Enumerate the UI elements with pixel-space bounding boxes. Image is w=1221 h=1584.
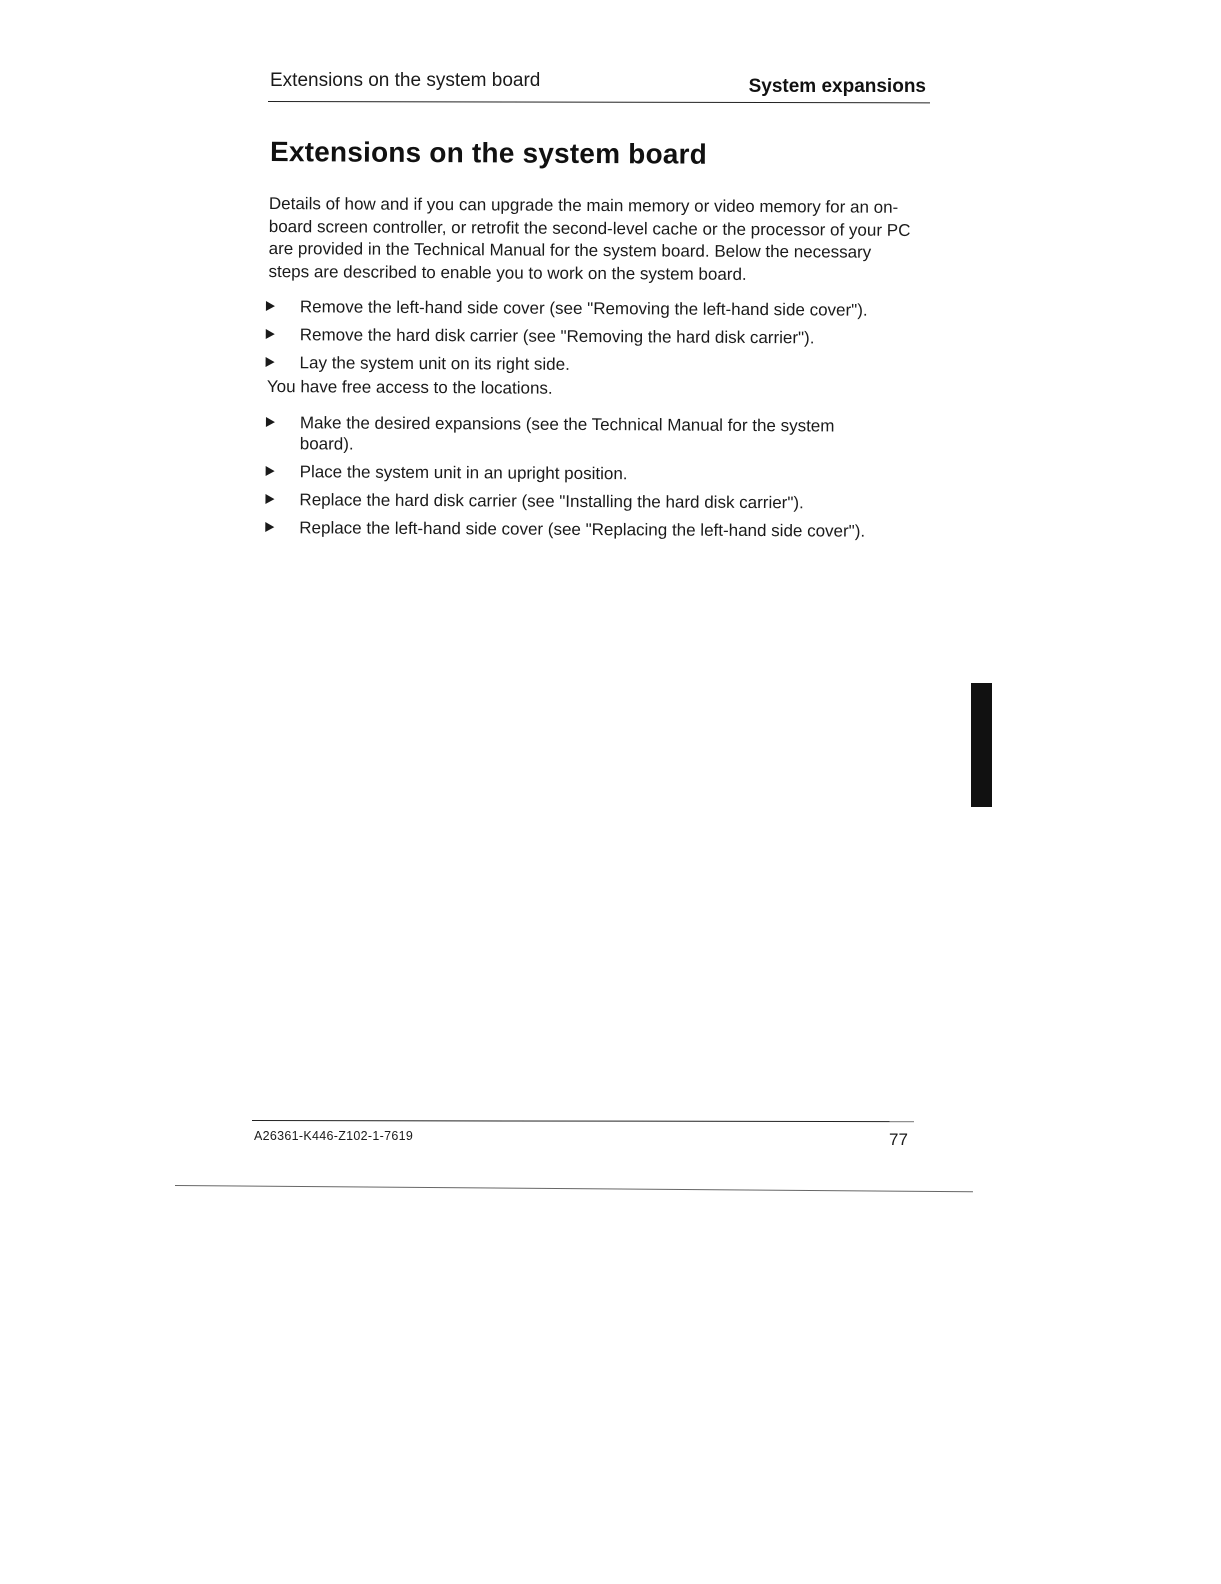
triangle-right-icon xyxy=(266,329,275,339)
list-item xyxy=(262,461,922,486)
header-rule xyxy=(268,101,930,103)
header-chapter-title: System expansions xyxy=(748,76,926,97)
step-text: Lay the system unit on its right side. xyxy=(299,353,570,374)
list-item xyxy=(262,412,922,458)
triangle-right-icon xyxy=(265,494,274,504)
list-item xyxy=(262,324,922,349)
steps-list-after xyxy=(261,412,922,549)
triangle-right-icon xyxy=(266,357,275,367)
list-item xyxy=(262,352,922,377)
thumb-index-tab xyxy=(971,683,992,807)
document-code: A26361-K446-Z102-1-7619 xyxy=(254,1129,414,1143)
step-text: Remove the left-hand side cover (see "Removing the left-hand side cover"). xyxy=(299,297,868,320)
step-text: Make the desired expansions (see the Technical Manual for the system board). xyxy=(299,413,835,454)
list-item xyxy=(262,296,922,321)
page-title: Extensions on the system board xyxy=(269,136,708,170)
step-text: Place the system unit in an upright position. xyxy=(299,462,628,484)
list-item xyxy=(261,489,921,514)
list-item xyxy=(261,517,921,542)
step-text: Replace the hard disk carrier (see "Installing the hard disk carrier"). xyxy=(299,490,804,513)
running-header xyxy=(268,70,930,104)
page-number: 77 xyxy=(889,1130,908,1149)
step-text: Remove the hard disk carrier (see "Removing the hard disk carrier"). xyxy=(299,325,815,348)
step-text: Replace the left-hand side cover (see "Replacing the left-hand side cover"). xyxy=(299,518,866,541)
triangle-right-icon xyxy=(266,301,275,311)
steps-list-before xyxy=(261,296,922,384)
access-note: You have free access to the locations. xyxy=(266,377,553,398)
header-section-title: Extensions on the system board xyxy=(270,70,541,91)
intro-paragraph: Details of how and if you can upgrade the main memory or video memory for an on-board screen controller, or retrofit the second-level cache or the processor of your PC are provided in the Technical Manual for the system board. Below the necessary steps are described to enable you to work on the system board. xyxy=(268,193,911,284)
triangle-right-icon xyxy=(265,522,274,532)
triangle-right-icon xyxy=(266,417,275,427)
triangle-right-icon xyxy=(266,466,275,476)
footer-rule xyxy=(252,1120,914,1122)
page-edge-line xyxy=(175,1185,973,1192)
